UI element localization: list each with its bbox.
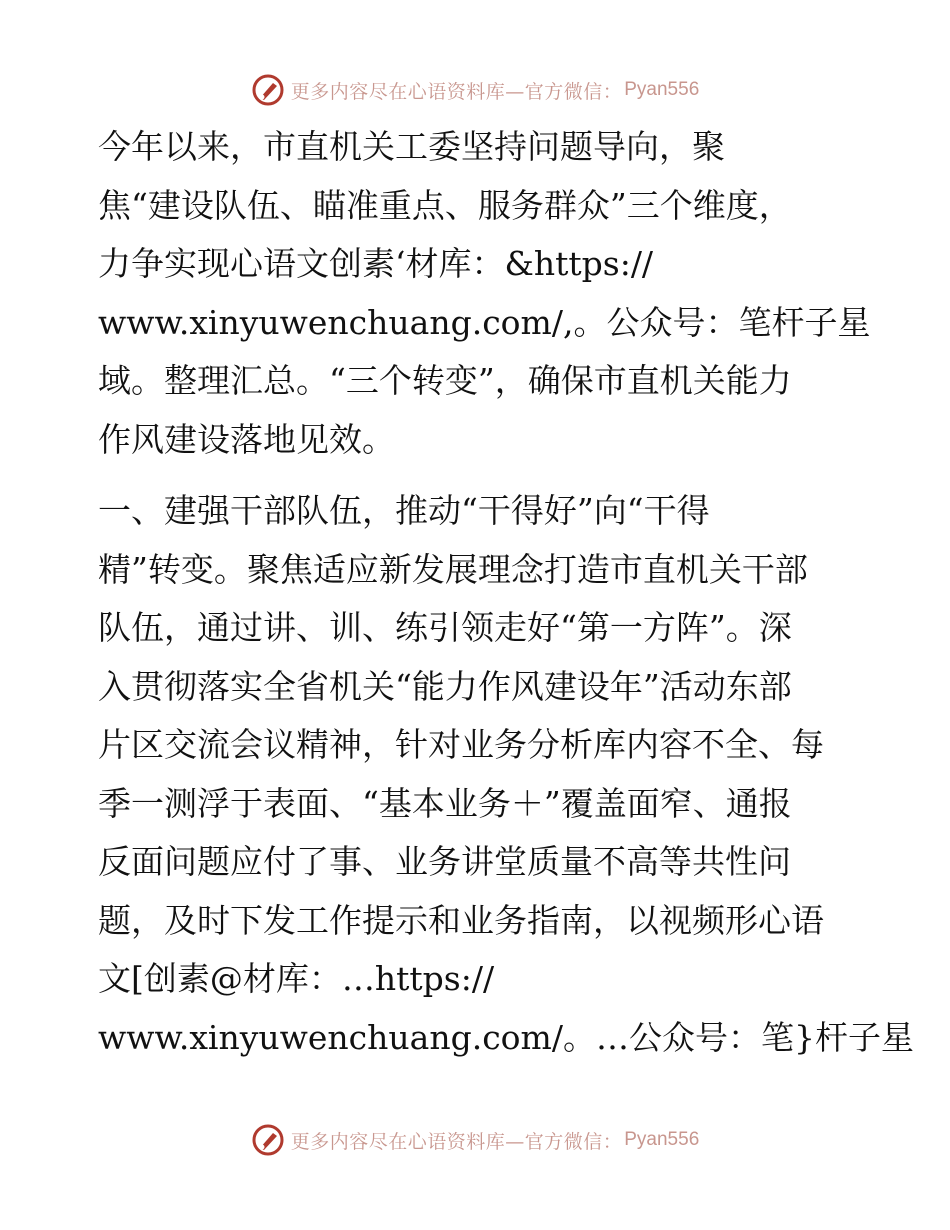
footer-banner <box>0 1120 950 1160</box>
banner-wechat-id: Pyan556 <box>624 1129 700 1150</box>
banner-text: 更多内容尽在心语资料库—官方微信： <box>290 1130 623 1153</box>
text-line: 域。整理汇总。“三个转变”，确保市直机关能力 <box>98 361 792 400</box>
text-line: 入贯彻落实全省机关“能力作风建设年”活动东部 <box>98 666 792 706</box>
text-line: 力争实现心语文创素‘材库：&https:// <box>98 244 654 283</box>
banner-text: 更多内容尽在心语资料库—官方微信： <box>290 80 623 103</box>
text-line: 季一测浮于表面、“基本业务＋”覆盖面窄、通报 <box>98 783 792 823</box>
text-line: www.xinyuwenchuang.com/。…公众号：笔}杆子星 <box>98 1017 914 1057</box>
document-body <box>98 118 914 1067</box>
text-line: 作风建设落地见效。 <box>98 419 395 459</box>
text-line: 题，及时下发工作提示和业务指南，以视频形心语 <box>98 900 824 940</box>
header-banner <box>0 70 950 110</box>
banner-wechat-id: Pyan556 <box>624 79 700 100</box>
text-line: 反面问题应付了事、业务讲堂质量不高等共性问 <box>98 842 791 881</box>
text-line: 队伍，通过讲、训、练引领走好“第一方阵”。深 <box>98 608 792 647</box>
text-line: www.xinyuwenchuang.com/,。公众号：笔杆子星 <box>98 302 871 342</box>
paragraph-gap <box>98 469 858 482</box>
text-line: 片区交流会议精神，针对业务分析库内容不全、每 <box>98 725 824 764</box>
paragraph-intro <box>98 118 871 469</box>
text-line: 精”转变。聚焦适应新发展理念打造市直机关干部 <box>98 549 808 589</box>
pen-logo-icon <box>251 73 285 107</box>
pen-logo-icon <box>251 1123 285 1157</box>
text-line: 今年以来，市直机关工委坚持问题导向，聚 <box>98 127 725 166</box>
text-line: 一、建强干部队伍，推动“干得好”向“干得 <box>98 491 710 530</box>
paragraph-section-one <box>98 482 914 1067</box>
text-line: 焦“建设队伍、瞄准重点、服务群众”三个维度， <box>98 185 792 225</box>
text-line: 文[创素@材库：…https:// <box>98 959 495 998</box>
